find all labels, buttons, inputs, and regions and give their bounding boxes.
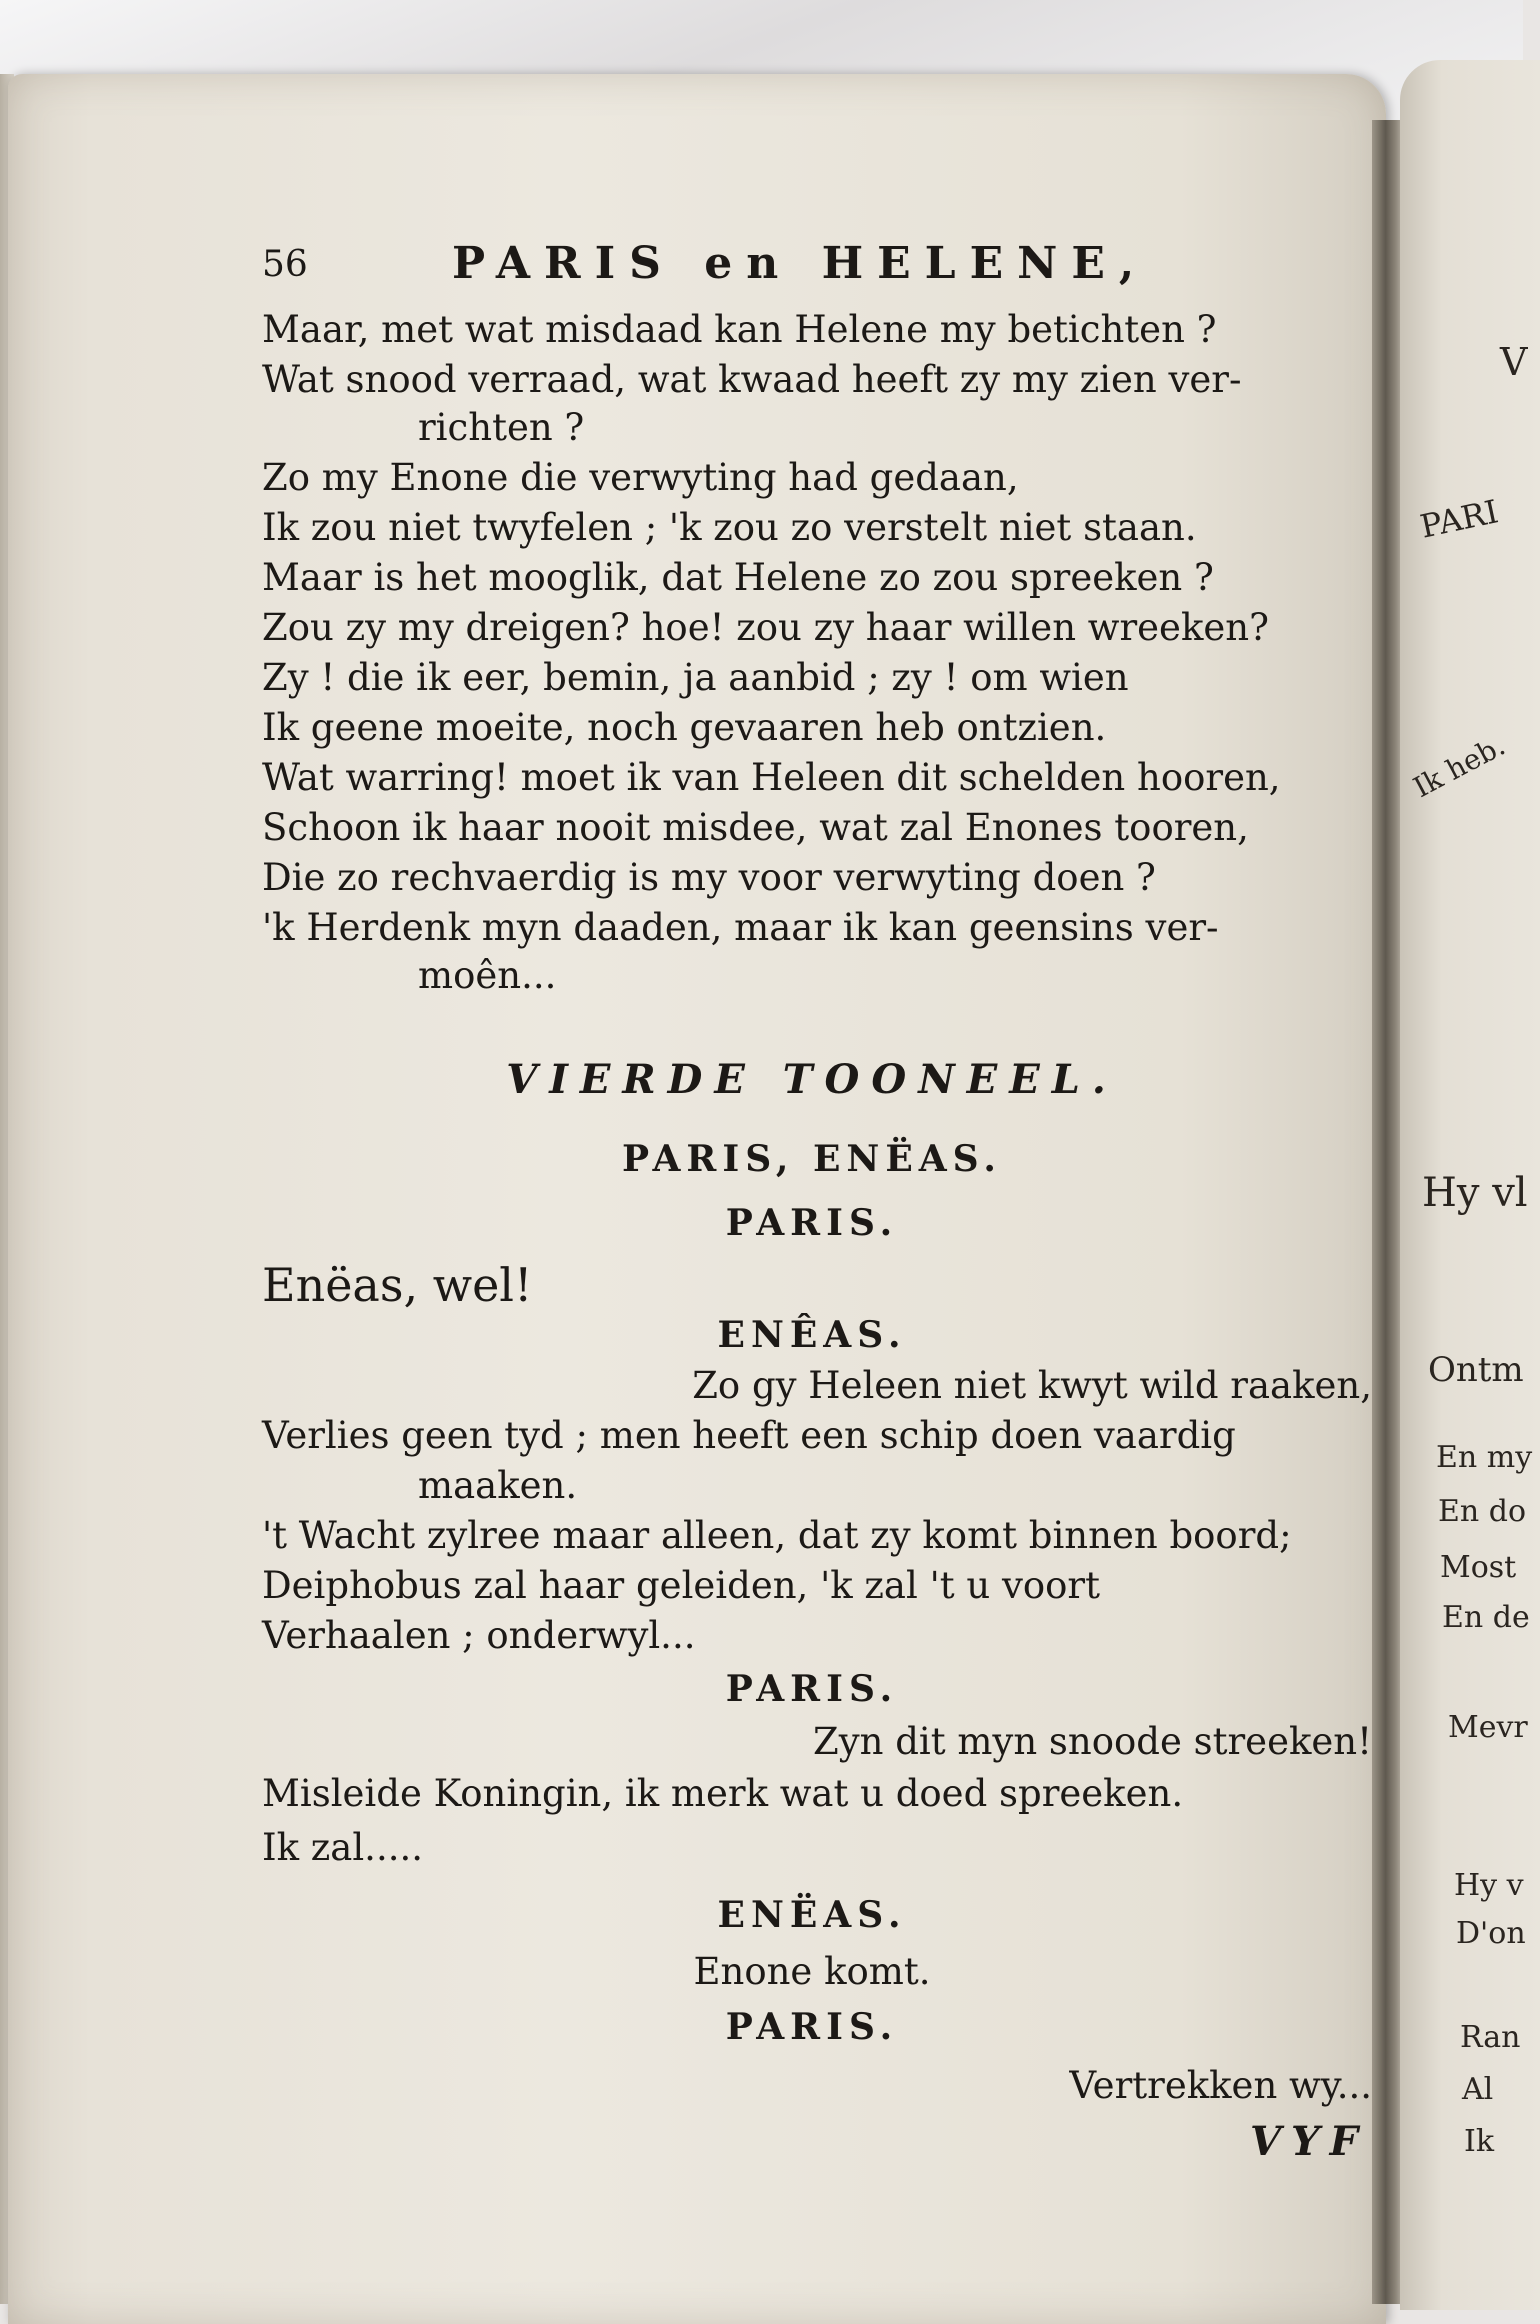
catchword: VYF <box>1250 2118 1368 2165</box>
facing-fragment: En my <box>1436 1440 1533 1475</box>
verse-line: Wat warring! moet ik van Heleen dit schelden hooren, <box>262 756 1281 799</box>
running-head: PARIS en HELENE, <box>452 238 1149 289</box>
speaker-label: PARIS. <box>725 1668 899 1710</box>
facing-fragment: Hy vl <box>1422 1170 1528 1216</box>
speaker-label: PARIS. <box>725 1202 899 1244</box>
facing-fragment: V <box>1500 340 1528 384</box>
dialogue-line: 't Wacht zylree maar alleen, dat zy komt binnen boord; <box>262 1514 1292 1557</box>
page-number: 56 <box>262 244 308 285</box>
speaker-label: PARIS. <box>725 2006 899 2048</box>
page-header <box>262 238 1362 294</box>
facing-fragment: Most <box>1440 1550 1517 1585</box>
dialogue-line: Enone komt. <box>693 1950 931 1993</box>
verse-line: Schoon ik haar nooit misdee, wat zal Enones tooren, <box>262 806 1249 849</box>
verse-line: 'k Herdenk myn daaden, maar ik kan geensins ver- <box>262 906 1219 949</box>
facing-fragment: Ran <box>1460 2020 1521 2055</box>
scene-characters: PARIS, ENËAS. <box>622 1138 1002 1180</box>
verse-line: Die zo rechvaerdig is my voor verwyting doen ? <box>262 856 1156 899</box>
facing-fragment: PARI <box>1416 492 1502 546</box>
verse-line: moên... <box>418 954 557 997</box>
facing-fragment: Al <box>1462 2072 1494 2107</box>
verse-line: Ik geene moeite, noch gevaaren heb ontzien. <box>262 706 1107 749</box>
verse-line: Maar is het mooglik, dat Helene zo zou spreeken ? <box>262 556 1214 599</box>
dialogue-line: Misleide Koningin, ik merk wat u doed spreeken. <box>262 1772 1184 1815</box>
verse-line: Zou zy my dreigen? hoe! zou zy haar willen wreeken? <box>262 606 1269 649</box>
dialogue-line: Ik zal..... <box>262 1826 423 1869</box>
facing-page <box>1400 60 1540 2310</box>
facing-fragment: Ontm <box>1428 1350 1524 1390</box>
dialogue-line: Enëas, wel! <box>262 1258 533 1312</box>
dialogue-line: maaken. <box>418 1464 578 1507</box>
speaker-label: ENÊAS. <box>717 1314 907 1356</box>
verse-line: richten ? <box>418 406 585 449</box>
facing-fragment: Ik heb. <box>1408 728 1511 805</box>
facing-fragment: D'on <box>1456 1916 1526 1951</box>
facing-fragment: Hy v <box>1454 1868 1524 1903</box>
dialogue-line: Verlies geen tyd ; men heeft een schip doen vaardig <box>262 1414 1236 1457</box>
verse-line: Maar, met wat misdaad kan Helene my betichten ? <box>262 308 1217 351</box>
verse-line: Zo my Enone die verwyting had gedaan, <box>262 456 1019 499</box>
dialogue-line: Zyn dit myn snoode streeken! <box>813 1720 1372 1763</box>
facing-fragment: En do <box>1438 1494 1527 1529</box>
scene-heading: VIERDE TOONEEL. <box>506 1056 1118 1103</box>
dialogue-line: Deiphobus zal haar geleiden, 'k zal 't u voort <box>262 1564 1100 1607</box>
dialogue-line: Verhaalen ; onderwyl... <box>262 1614 696 1657</box>
verse-line: Ik zou niet twyfelen ; 'k zou zo verstelt niet staan. <box>262 506 1197 549</box>
facing-fragment: En de <box>1442 1600 1530 1635</box>
dialogue-line: Vertrekken wy... <box>1069 2064 1372 2107</box>
verse-line: Zy ! die ik eer, bemin, ja aanbid ; zy ! om wien <box>262 656 1129 699</box>
facing-fragment: Mevr <box>1448 1710 1528 1745</box>
dialogue-line: Zo gy Heleen niet kwyt wild raaken, <box>692 1364 1372 1407</box>
speaker-label: ENËAS. <box>717 1894 907 1936</box>
verse-line: Wat snood verraad, wat kwaad heeft zy my zien ver- <box>262 358 1242 401</box>
facing-fragment: Ik <box>1464 2124 1495 2159</box>
